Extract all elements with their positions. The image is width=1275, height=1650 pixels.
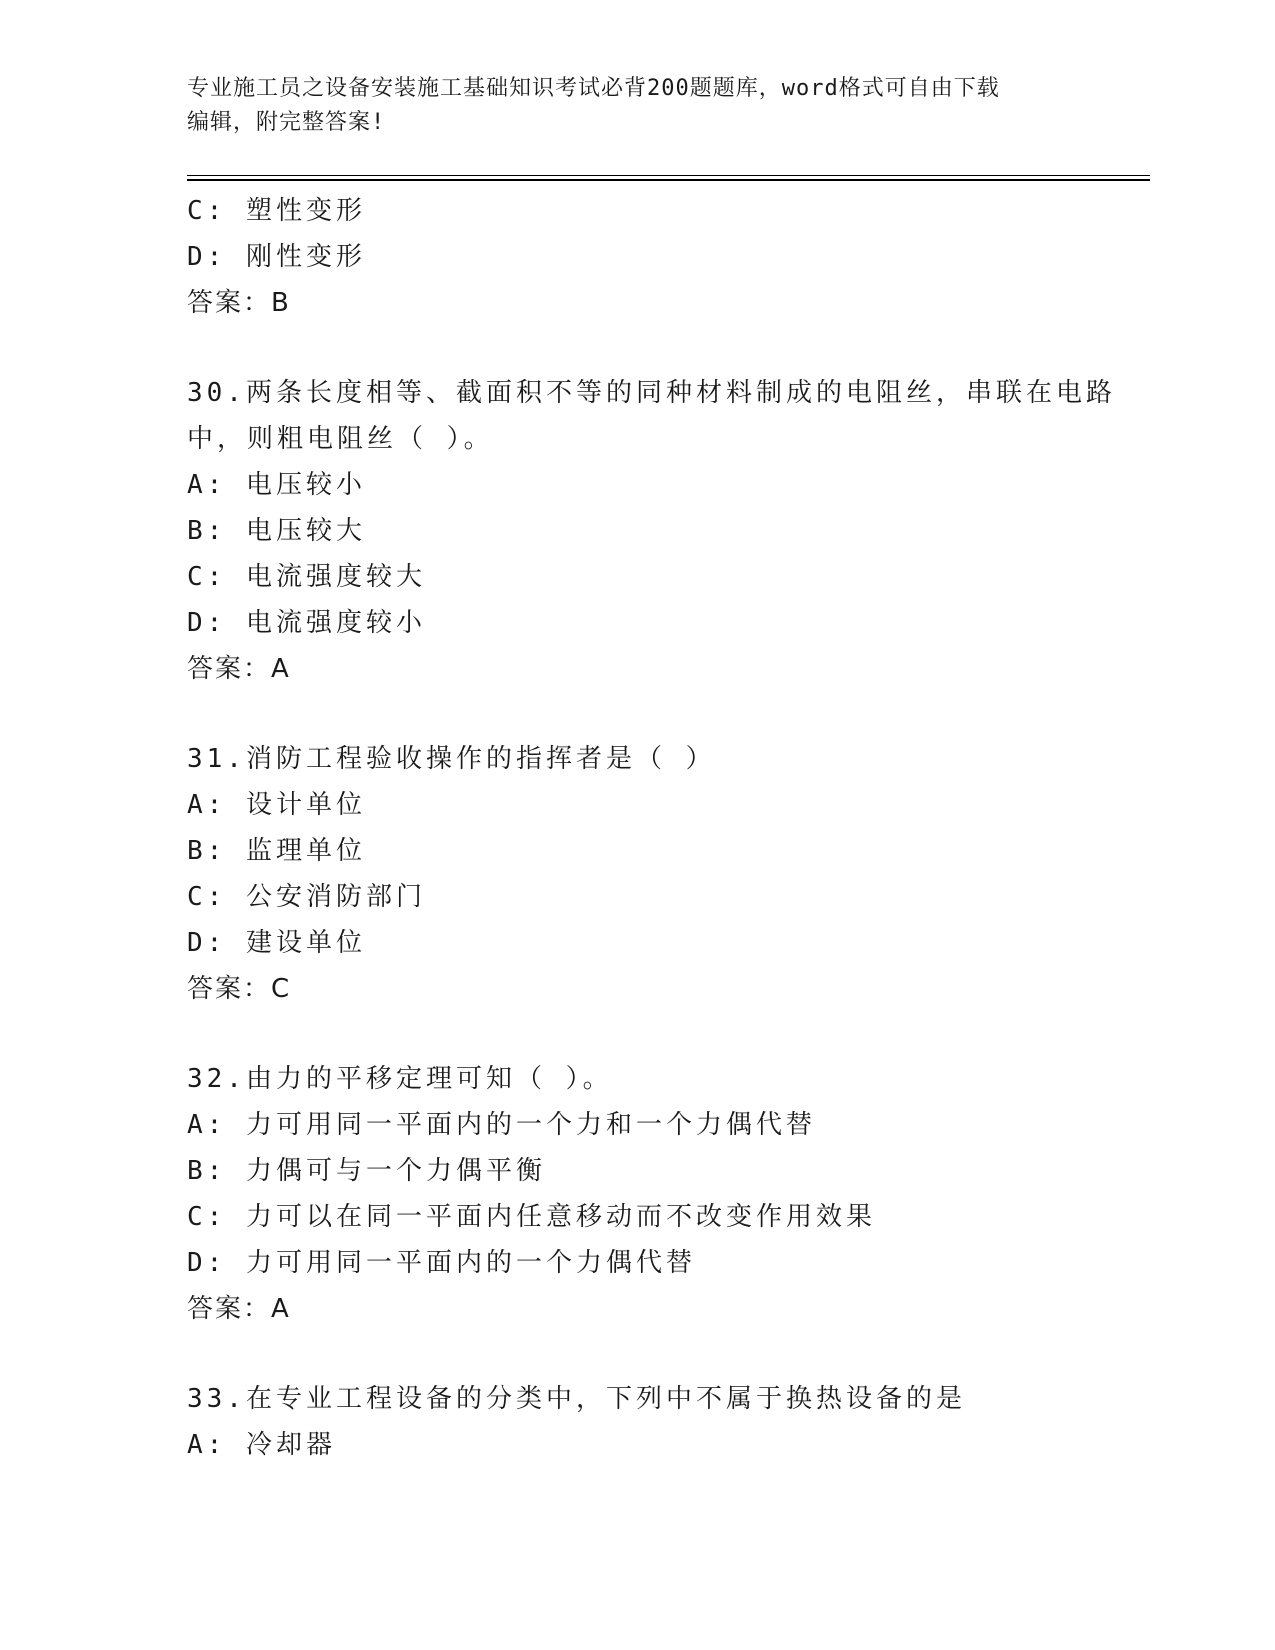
question-text: 33.在专业工程设备的分类中，下列中不属于换热设备的是: [187, 1384, 966, 1414]
option-c: C: 塑性变形: [187, 196, 366, 226]
option-b: B: 力偶可与一个力偶平衡: [187, 1156, 546, 1186]
answer-label: 答案：A: [187, 1294, 291, 1324]
question-block-30: [187, 370, 1116, 692]
question-text-continued: 中，则粗电阻丝（ ）。: [187, 424, 494, 454]
option-d: D: 建设单位: [187, 928, 366, 958]
header-title-line-1: 专业施工员之设备安装施工基础知识考试必背200题题库，word格式可自由下载: [187, 76, 1000, 101]
answer-label: 答案：B: [187, 288, 291, 318]
option-d: D: 电流强度较小: [187, 608, 426, 638]
spacer: [187, 1332, 1087, 1376]
spacer: [187, 1012, 1087, 1056]
option-a: A: 设计单位: [187, 790, 366, 820]
option-a: A: 冷却器: [187, 1430, 336, 1460]
question-text: 32.由力的平移定理可知（ ）。: [187, 1064, 613, 1094]
option-a: A: 电压较小: [187, 470, 366, 500]
option-b: B: 电压较大: [187, 516, 366, 546]
option-a: A: 力可用同一平面内的一个力和一个力偶代替: [187, 1110, 816, 1140]
document-header: [187, 72, 1067, 140]
option-d: D: 刚性变形: [187, 242, 366, 272]
header-title-line-2: 编辑，附完整答案!: [187, 110, 386, 135]
option-d: D: 力可用同一平面内的一个力偶代替: [187, 1248, 696, 1278]
header-divider-bottom: [187, 179, 1150, 181]
question-list: [187, 188, 1116, 1468]
spacer: [187, 326, 1087, 370]
answer-label: 答案：A: [187, 654, 291, 684]
question-text: 30.两条长度相等、截面积不等的同种材料制成的电阻丝，串联在电路: [187, 378, 1116, 408]
option-c: C: 公安消防部门: [187, 882, 426, 912]
answer-label: 答案：C: [187, 974, 292, 1004]
question-block-33: [187, 1376, 1087, 1468]
question-block-prev: [187, 188, 1087, 326]
question-text: 31.消防工程验收操作的指挥者是（ ）: [187, 744, 716, 774]
question-block-31: [187, 736, 1087, 1012]
option-c: C: 力可以在同一平面内任意移动而不改变作用效果: [187, 1202, 876, 1232]
option-c: C: 电流强度较大: [187, 562, 426, 592]
spacer: [187, 692, 1087, 736]
option-b: B: 监理单位: [187, 836, 366, 866]
question-block-32: [187, 1056, 1087, 1332]
header-divider-top: [187, 175, 1150, 176]
